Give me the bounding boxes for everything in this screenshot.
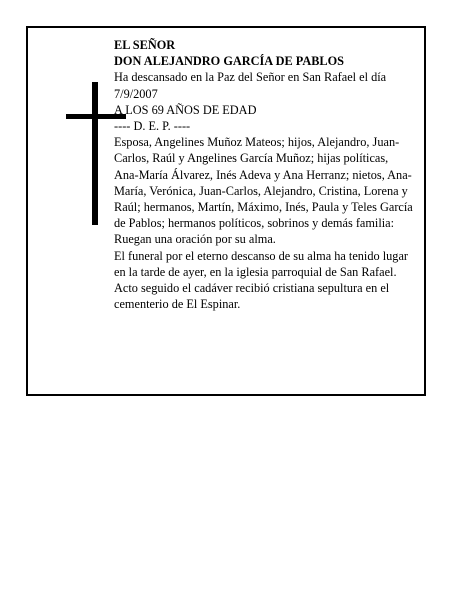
rest-statement: Ha descansado en la Paz del Señor en San Rafael el día 7/9/2007 <box>114 70 387 101</box>
age-statement: A LOS 69 AÑOS DE EDAD <box>114 102 257 117</box>
family-paragraph: Esposa, Angelines Muñoz Mateos; hijos, Alejandro, Juan-Carlos, Raúl y Angelines García Muñoz; hijas políticas, Ana-María Álvarez, Inés Adeva y Ana Herranz; nietos, Ana-María, Verónica, Juan-Carlos, Alejandro, Cristina, Lorena y Raúl; hermanos, Martín, Máximo, Inés, Paula y Teles García de Pablos; hermanos políticos, sobrinos y demás familia: <box>114 135 413 231</box>
notice-title-line1: EL SEÑOR <box>114 38 176 52</box>
rip-line: ---- D. E. P. ---- <box>114 119 191 134</box>
funeral-paragraph: El funeral por el eterno descanso de su alma ha tenido lugar en la tarde de ayer, en la iglesia parroquial de San Rafael. Acto seguido el cadáver recibió cristiana sepultura en el cementerio de El Espinar. <box>114 248 408 312</box>
cross-vertical-bar <box>92 82 98 225</box>
notice-text <box>114 37 414 312</box>
prayer-line: Ruegan una oración por su alma. <box>114 232 276 247</box>
deceased-name: DON ALEJANDRO GARCÍA DE PABLOS <box>114 54 345 69</box>
